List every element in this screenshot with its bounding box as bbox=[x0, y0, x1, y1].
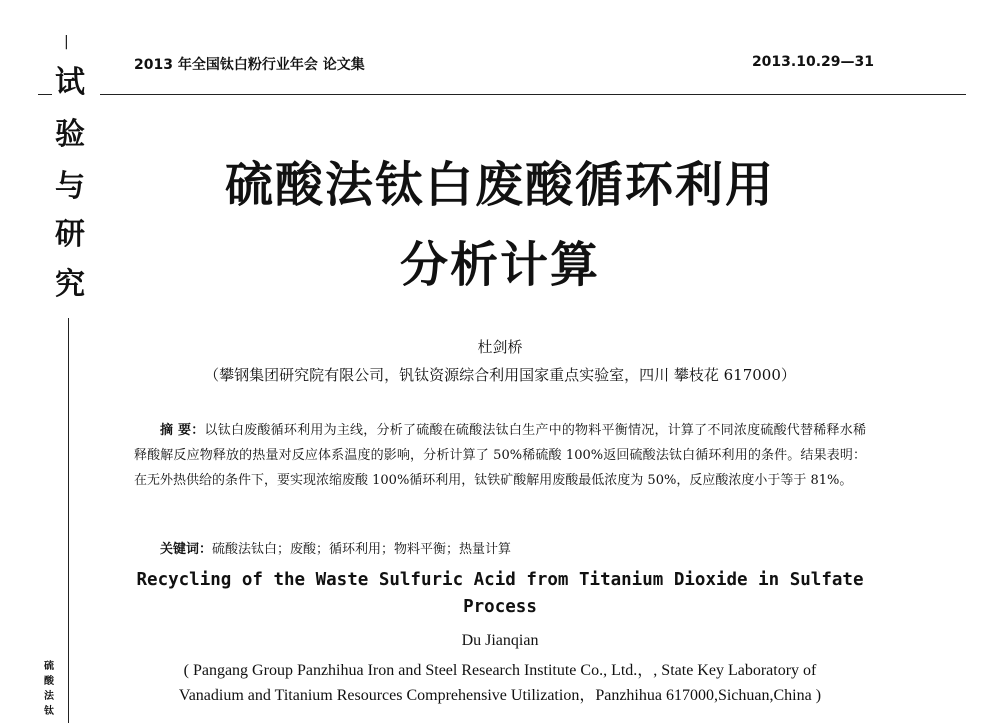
side-tick: | bbox=[64, 34, 69, 50]
abstract-text: 以钛白废酸循环利用为主线，分析了硫酸在硫酸法钛白生产中的物料平衡情况，计算了不同浓度硫酸代替稀释水稀释酸解反应物释放的热量对反应体系温度的影响，分析计算了 50%稀硫酸 100%返回硫酸法钛白循环利用的条件。结果表明：在无外热供给的条件下，要实现浓缩废酸 100%循环利用，钛铁矿酸解用废酸最低浓度为 50%，反应酸浓度小于等于 81%。 bbox=[134, 423, 866, 488]
keywords-text: 硫酸法钛白；废酸；循环利用；物料平衡；热量计算 bbox=[212, 542, 512, 557]
keywords-label: 关键词： bbox=[160, 542, 213, 557]
abstract-label: 摘 要： bbox=[160, 423, 205, 438]
english-title bbox=[120, 567, 880, 621]
affiliation-en-line-2: Vanadium and Titanium Resources Comprehensive Utilization，Panzhihua 617000,Sichuan,China ) bbox=[178, 687, 822, 704]
side-mini-1: 硫 bbox=[44, 661, 54, 672]
side-mini-4: 钛 bbox=[44, 706, 54, 717]
side-mini-2: 酸 bbox=[44, 676, 54, 687]
abstract bbox=[134, 418, 866, 493]
keywords bbox=[134, 537, 866, 562]
side-char-2: 验 bbox=[55, 117, 85, 152]
title-line-2: 分析计算 bbox=[399, 237, 600, 293]
author-cn: 杜剑桥 bbox=[477, 338, 523, 356]
author-en: Du Jianqian bbox=[461, 632, 539, 649]
affiliation-cn: （攀钢集团研究院有限公司，钒钛资源综合利用国家重点实验室，四川 攀枝花 617000） bbox=[204, 366, 796, 384]
side-char-1: 试 bbox=[55, 65, 85, 100]
side-mini-3: 法 bbox=[44, 691, 54, 702]
affiliation-en-line-1: ( Pangang Group Panzhihua Iron and Steel Research Institute Co., Ltd.，, State Key Laboratory of bbox=[183, 662, 817, 679]
header-rule bbox=[100, 94, 966, 95]
english-title-line-1: Recycling of the Waste Sulfuric Acid from Titanium Dioxide in Sulfate bbox=[136, 570, 864, 590]
english-title-line-2: Process bbox=[463, 597, 537, 617]
affiliation-en bbox=[120, 658, 880, 708]
side-char-4: 研 bbox=[55, 217, 85, 252]
header-conference: 2013 年全国钛白粉行业年会 论文集 bbox=[134, 57, 365, 73]
title-line-1: 硫酸法钛白废酸循环利用 bbox=[224, 157, 775, 213]
header-date: 2013.10.29—31 bbox=[751, 54, 874, 70]
side-char-5: 究 bbox=[55, 267, 85, 302]
side-char-3: 与 bbox=[55, 169, 85, 204]
